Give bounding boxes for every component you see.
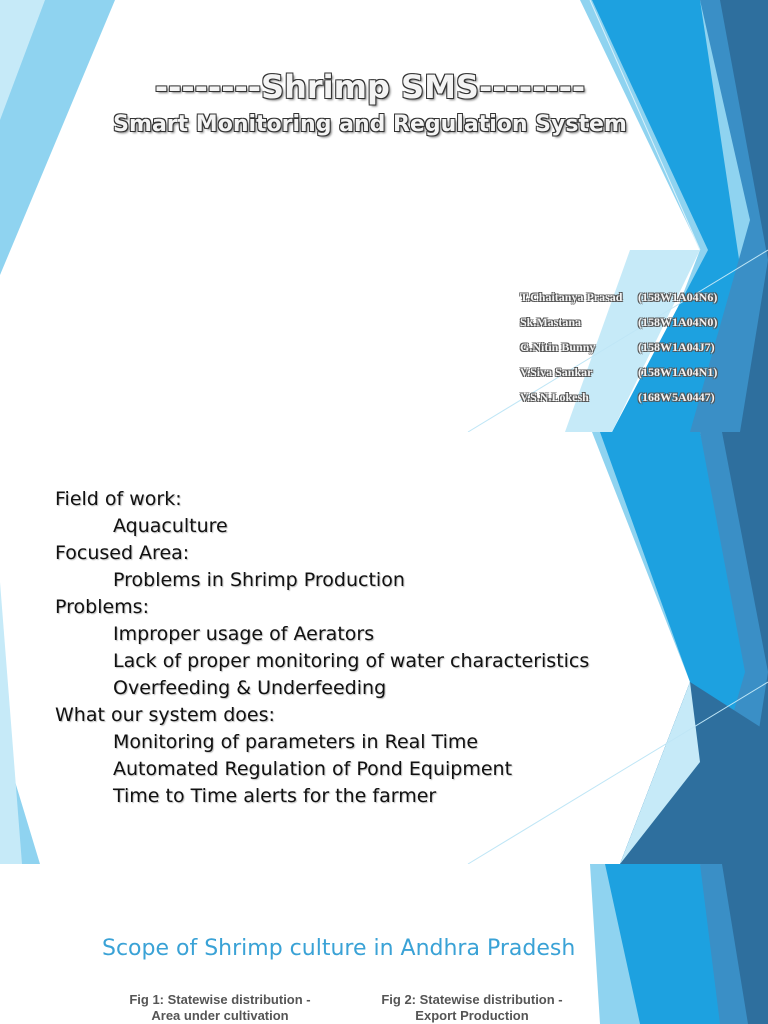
author-roll: (168W5A0447)	[638, 390, 715, 404]
section-heading: Focused Area:	[55, 542, 190, 564]
slide-heading: Scope of Shrimp culture in Andhra Pradesh	[102, 936, 576, 961]
section-item: Overfeeding & Underfeeding	[113, 677, 387, 699]
author-name: G.Nitin Bunny	[520, 340, 596, 354]
slide-title: --------Shrimp SMS--------	[154, 68, 586, 106]
author-name: V.Siva Sankar	[520, 365, 593, 379]
left-facet-pale	[0, 582, 22, 864]
section-heading: Problems:	[55, 596, 149, 618]
section-item: Time to Time alerts for the farmer	[113, 785, 437, 807]
section-item: Aquaculture	[113, 515, 228, 537]
section-item: Improper usage of Aerators	[113, 623, 375, 645]
section-item: Lack of proper monitoring of water characteristics	[113, 650, 590, 672]
author-name: T.Chaitanya Prasad	[520, 290, 623, 304]
figure-caption: Fig 1: Statewise distribution - Area under cultivation	[129, 992, 311, 1023]
title-slide	[0, 0, 768, 432]
author-roll: (158W1A04J7)	[638, 340, 715, 354]
figure-caption: Fig 2: Statewise distribution - Export Production	[381, 992, 563, 1023]
author-roll: (158W1A04N0)	[638, 315, 718, 329]
slide-subtitle: Smart Monitoring and Regulation System	[113, 112, 627, 137]
author-name: V.S.N.Lokesh	[520, 390, 589, 404]
scope-slide	[0, 864, 768, 1024]
overview-slide	[0, 432, 768, 864]
author-roll: (158W1A04N6)	[638, 290, 718, 304]
section-item: Monitoring of parameters in Real Time	[113, 731, 479, 753]
section-item: Automated Regulation of Pond Equipment	[113, 758, 513, 780]
section-heading: Field of work:	[55, 488, 182, 510]
author-name: Sk.Mastana	[520, 315, 582, 329]
section-item: Problems in Shrimp Production	[113, 569, 405, 591]
section-heading: What our system does:	[55, 704, 275, 726]
author-roll: (158W1A04N1)	[638, 365, 718, 379]
overview-content	[55, 486, 589, 810]
